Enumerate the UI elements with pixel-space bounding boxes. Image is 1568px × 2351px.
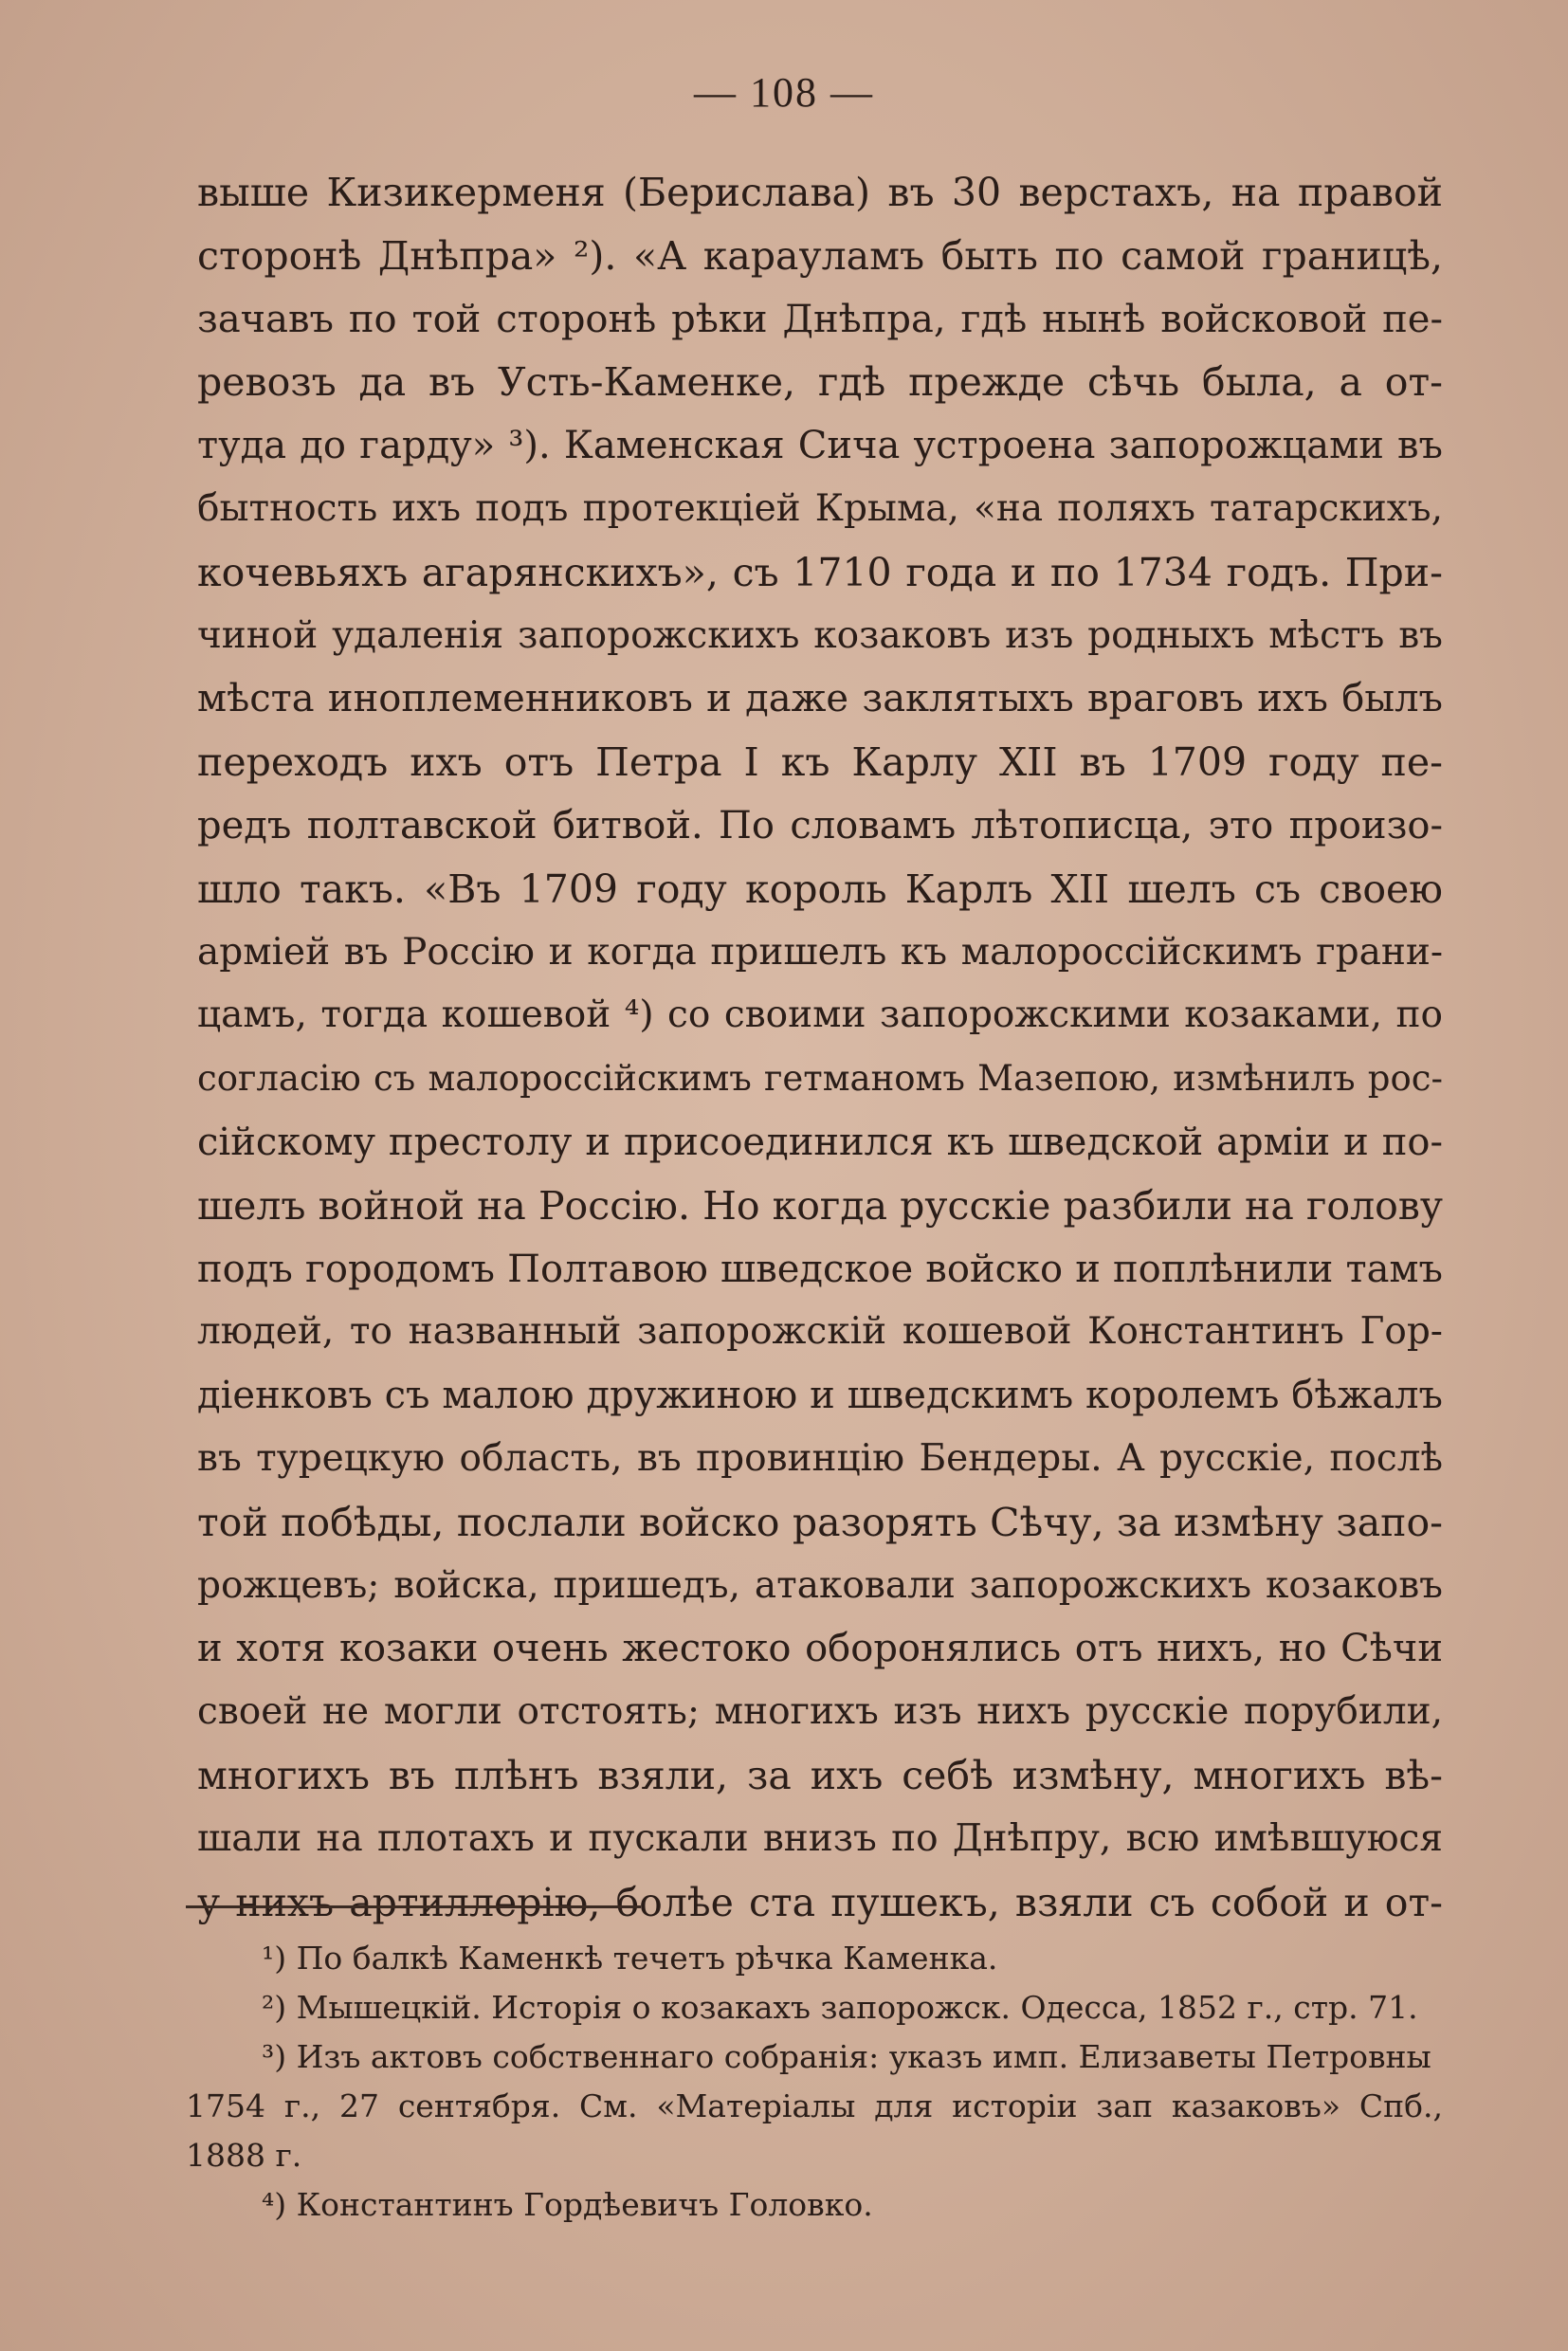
text-line: зачавъ по той сторонѣ рѣки Днѣпра, гдѣ нынѣ войсковой пе- <box>197 297 1443 341</box>
text-line: кочевьяхъ агарянскихъ», съ 1710 года и по 1734 годъ. При- <box>197 549 1443 595</box>
text-line: арміей въ Россію и когда пришелъ къ малороссійскимъ грани- <box>197 930 1443 974</box>
text-line: чиной удаленія запорожскихъ козаковъ изъ родныхъ мѣстъ въ <box>197 613 1443 657</box>
text-line: рожцевъ; войска, пришедъ, атаковали запорожскихъ козаковъ <box>197 1563 1443 1607</box>
text-line: подъ городомъ Полтавою шведское войско и поплѣнили тамъ <box>197 1247 1443 1291</box>
text-line: шелъ войной на Россію. Но когда русскіе разбили на голову <box>197 1182 1443 1229</box>
text-line: многихъ въ плѣнъ взяли, за ихъ себѣ измѣну, многихъ вѣ- <box>197 1752 1443 1798</box>
footnote-2: ²) Мышецкій. Исторія о козакахъ запорожск. Одесса, 1852 г., стр. 71. <box>262 1989 1418 2026</box>
text-line: шали на плотахъ и пускали внизъ по Днѣпру, всю имѣвшуюся <box>197 1816 1443 1860</box>
text-line: ревозъ да въ Усть-Каменке, гдѣ прежде сѣчь была, а от- <box>197 359 1443 406</box>
text-line: сійскому престолу и присоединился къ шведской арміи и по- <box>197 1120 1443 1164</box>
text-line: и хотя козаки очень жестоко оборонялись отъ нихъ, но Сѣчи <box>197 1627 1443 1671</box>
text-line: бытность ихъ подъ протекціей Крыма, «на поляхъ татарскихъ, <box>197 486 1443 530</box>
text-line: своей не могли отстоять; многихъ изъ нихъ русскіе порубили, <box>197 1690 1443 1734</box>
text-line: редъ полтавской битвой. По словамъ лѣтописца, это произо- <box>197 803 1443 847</box>
footnotes <box>186 1934 1443 2230</box>
text-line: діенковъ съ малою дружиною и шведскимъ королемъ бѣжалъ <box>197 1374 1443 1418</box>
footnote-3-continued: 1754 г., 27 сентября. См. «Матеріалы для исторіи зап казаковъ» Спб., <box>186 2087 1443 2124</box>
footnote-3-continued: 1888 г. <box>186 2137 302 2174</box>
text-line: шло такъ. «Въ 1709 году король Карлъ XII шелъ съ своею <box>197 866 1443 912</box>
text-line: сторонѣ Днѣпра» ²). «А карауламъ быть по самой границѣ, <box>197 232 1443 279</box>
text-line: туда до гарду» ³). Каменская Сича устроена запорожцами въ <box>197 424 1443 468</box>
text-line: въ турецкую область, въ провинцію Бендеры. А русскіе, послѣ <box>197 1436 1443 1480</box>
text-line: мѣста иноплеменниковъ и даже заклятыхъ враговъ ихъ былъ <box>197 677 1443 721</box>
text-line: той побѣды, послали войско разорять Сѣчу, за измѣну запо- <box>197 1499 1443 1545</box>
footnote-divider <box>186 1905 641 1908</box>
text-line: цамъ, тогда кошевой ⁴) со своими запорожскими козаками, по <box>197 993 1443 1037</box>
text-line: переходъ ихъ отъ Петра I къ Карлу XII въ 1709 году пе- <box>197 739 1443 786</box>
page-number: — 108 — <box>694 69 874 116</box>
text-line: у нихъ артиллерію, болѣе ста пушекъ, взяли съ собой и от- <box>197 1879 1443 1925</box>
text-line: людей, то названный запорожскій кошевой Константинъ Гор- <box>197 1310 1443 1354</box>
text-line: выше Кизикерменя (Берислава) въ 30 верстахъ, на правой <box>197 170 1443 215</box>
footnote-1: ¹) По балкѣ Каменкѣ течетъ рѣчка Каменка. <box>262 1940 998 1977</box>
body-text <box>197 161 1443 1934</box>
footnote-4: ⁴) Константинъ Гордѣевичъ Головко. <box>262 2186 873 2223</box>
text-line: согласію съ малороссійскимъ гетманомъ Мазепою, измѣнилъ рос- <box>197 1058 1443 1100</box>
footnote-3: ³) Изъ актовъ собственнаго собранія: указъ имп. Елизаветы Петровны <box>262 2038 1431 2075</box>
